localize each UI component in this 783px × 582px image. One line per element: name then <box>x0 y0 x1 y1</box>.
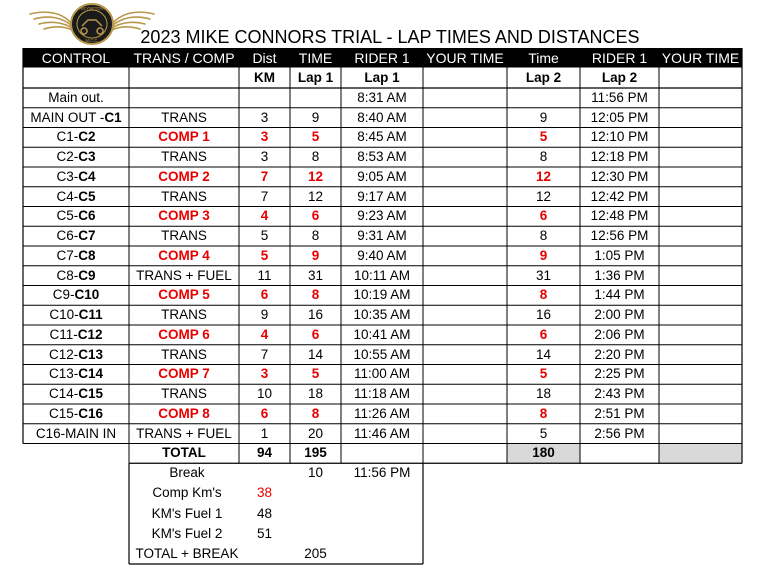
summary-value: 38 <box>256 485 273 501</box>
time-lap2: 5 <box>539 366 548 382</box>
segment-type: COMP 5 <box>158 287 210 303</box>
column-subheader: Lap 2 <box>525 69 562 85</box>
rider1-lap2-clock: 12:56 PM <box>590 228 649 244</box>
summary-label: Comp Km's <box>152 485 222 501</box>
time-lap2: 31 <box>535 267 552 283</box>
rider1-lap2-clock: 12:30 PM <box>590 168 649 184</box>
time-lap2: 12 <box>535 188 552 204</box>
segment-type: COMP 3 <box>158 208 210 224</box>
your-time-lap2 <box>659 286 742 306</box>
total-label: TOTAL <box>162 445 206 461</box>
control-from: C6- <box>56 228 79 244</box>
your-time-lap2 <box>659 345 742 365</box>
rider1-lap2-clock: 12:48 PM <box>590 208 649 224</box>
your-time-lap1 <box>423 88 507 108</box>
your-time-lap2 <box>659 325 742 345</box>
column-header: YOUR TIME <box>661 49 740 66</box>
distance-km: 5 <box>260 228 269 244</box>
distance-km: 5 <box>260 247 269 263</box>
segment-type: COMP 6 <box>158 326 210 342</box>
time-lap2: 16 <box>535 307 552 323</box>
column-header: Time <box>528 49 559 66</box>
control-to: C10 <box>74 287 100 303</box>
control-cell <box>23 305 129 325</box>
time-lap2: 5 <box>539 425 548 441</box>
rider1-lap2-clock: 1:36 PM <box>594 267 645 283</box>
rider1-lap2-clock: 2:00 PM <box>594 307 645 323</box>
time-lap1: 8 <box>311 149 320 165</box>
control-cell <box>23 187 129 207</box>
page-title: 2023 MIKE CONNORS TRIAL - LAP TIMES AND DISTANCES <box>140 27 640 47</box>
your-time-lap1 <box>423 266 507 286</box>
control-from: C9- <box>52 287 75 303</box>
time-lap2 <box>507 88 580 108</box>
time-lap1: 8 <box>311 405 320 421</box>
distance-km <box>239 88 290 108</box>
rider1-lap1-clock: 8:31 AM <box>357 89 407 105</box>
control-to: C16 <box>78 405 104 421</box>
your-time-lap2 <box>659 266 742 286</box>
distance-km: 6 <box>260 405 269 421</box>
control-to: C4 <box>78 168 96 184</box>
rider1-lap1-clock: 9:05 AM <box>357 168 407 184</box>
your-time-lap1 <box>423 167 507 187</box>
your-time-lap1 <box>423 128 507 148</box>
control-to: C11 <box>78 307 103 323</box>
distance-km: 3 <box>260 366 269 382</box>
segment-type: TRANS <box>161 346 207 362</box>
control-from: C13- <box>48 366 79 382</box>
your-time-lap1 <box>423 305 507 325</box>
control-cell <box>23 147 129 167</box>
time-lap2: 5 <box>539 129 548 145</box>
summary-label: KM's Fuel 2 <box>151 525 223 541</box>
control-from: C1- <box>56 129 79 145</box>
column-header: RIDER 1 <box>591 49 648 66</box>
control-cell <box>23 226 129 246</box>
control-cell <box>23 325 129 345</box>
your-time-lap1 <box>423 345 507 365</box>
rider1-lap1-clock: 11:46 AM <box>353 425 411 441</box>
your-time-lap2 <box>659 305 742 325</box>
control-cell <box>23 345 129 365</box>
time-lap1: 6 <box>311 208 320 224</box>
time-lap1: 5 <box>311 129 320 145</box>
control-from: C16-MAIN IN <box>35 425 117 441</box>
rider1-lap2-clock: 1:05 PM <box>594 247 645 263</box>
distance-km: 3 <box>260 149 269 165</box>
rider1-lap1-clock: 8:40 AM <box>357 109 407 125</box>
time-lap2: 8 <box>539 287 548 303</box>
your-time-lap1 <box>423 226 507 246</box>
column-header: Dist <box>252 49 277 66</box>
column-header: TIME <box>298 49 333 66</box>
your-time-lap2 <box>659 384 742 404</box>
control-from: C10- <box>49 307 79 323</box>
time-lap2: 18 <box>535 386 552 402</box>
segment-type: TRANS <box>161 228 207 244</box>
segment-type: TRANS + FUEL <box>136 267 232 283</box>
control-from: C3- <box>56 168 79 184</box>
time-lap1: 9 <box>311 109 320 125</box>
rider1-lap2-clock: 2:43 PM <box>594 386 645 402</box>
control-to: C8 <box>78 247 96 263</box>
distance-km: 7 <box>260 346 269 362</box>
your-time-lap2 <box>659 404 742 424</box>
your-time-lap1 <box>423 404 507 424</box>
your-time-lap2 <box>659 88 742 108</box>
column-header: TRANS / COMP <box>133 49 235 66</box>
distance-km: 4 <box>260 208 269 224</box>
control-to: C9 <box>78 267 96 283</box>
control-to: C5 <box>78 188 96 204</box>
rider1-lap2-clock: 12:42 PM <box>590 188 649 204</box>
your-time-lap1 <box>423 187 507 207</box>
rider1-lap1-clock: 11:26 AM <box>353 405 411 421</box>
rider1-lap2-clock: 2:51 PM <box>594 405 645 421</box>
time-lap2: 6 <box>539 326 548 342</box>
your-time-lap1 <box>423 207 507 227</box>
time-lap1: 18 <box>307 386 324 402</box>
rider1-lap2-clock: 12:18 PM <box>590 149 649 165</box>
time-lap1: 12 <box>307 188 324 204</box>
your-time-lap1 <box>423 246 507 266</box>
time-lap1: 14 <box>307 346 324 362</box>
control-from: C7- <box>56 247 79 263</box>
control-cell <box>23 404 129 424</box>
rider1-lap1-clock: 8:45 AM <box>357 129 407 145</box>
time-lap1: 20 <box>307 425 324 441</box>
control-to: C3 <box>78 149 96 165</box>
rider1-lap1-clock: 10:11 AM <box>353 267 411 283</box>
control-to: C2 <box>78 129 96 145</box>
your-time-lap1 <box>423 424 507 444</box>
control-to: C12 <box>77 326 103 342</box>
time-lap1: 8 <box>311 287 320 303</box>
time-lap2: 9 <box>539 109 548 125</box>
control-cell <box>23 207 129 227</box>
time-lap2: 12 <box>535 168 552 184</box>
summary-value: 48 <box>256 505 273 521</box>
column-subheader: Lap 1 <box>297 69 334 85</box>
rider1-lap1-clock: 9:31 AM <box>357 228 407 244</box>
column-header: RIDER 1 <box>354 49 410 66</box>
rider1-lap1-clock: 10:55 AM <box>353 346 411 362</box>
rider1-lap2-clock: 1:44 PM <box>594 287 645 303</box>
distance-km: 7 <box>260 188 269 204</box>
control-from: C12- <box>48 346 79 362</box>
distance-km: 7 <box>260 168 269 184</box>
summary-label: Break <box>169 465 205 481</box>
rider1-lap2-clock: 12:10 PM <box>590 129 649 145</box>
control-to: C15 <box>78 386 104 402</box>
distance-km: 9 <box>260 307 269 323</box>
summary-time: 205 <box>304 545 327 561</box>
rider1-lap1-clock: 9:23 AM <box>357 208 407 224</box>
time-lap2: 8 <box>539 405 548 421</box>
rider1-lap2-clock: 2:25 PM <box>594 366 645 382</box>
svg-text:M.C.C.: M.C.C. <box>85 38 99 43</box>
your-time-lap1 <box>423 286 507 306</box>
control-cell <box>23 424 129 444</box>
segment-type: TRANS <box>161 188 207 204</box>
rider1-lap2-clock: 2:56 PM <box>594 425 645 441</box>
total-distance: 94 <box>256 445 273 461</box>
summary-label: TOTAL + BREAK <box>135 545 239 561</box>
control-from: C5- <box>56 208 79 224</box>
your-time-lap2 <box>659 365 742 385</box>
segment-type <box>129 88 239 108</box>
control-from: C2- <box>56 149 79 165</box>
rider1-lap1-clock: 11:18 AM <box>353 386 411 402</box>
control-from: C4- <box>56 188 79 204</box>
segment-type: TRANS + FUEL <box>136 425 232 441</box>
time-lap1: 31 <box>307 267 324 283</box>
total-time-lap1: 195 <box>304 445 327 461</box>
control-to: C6 <box>78 208 96 224</box>
distance-km: 10 <box>256 386 273 402</box>
summary-time: 10 <box>307 465 324 481</box>
control-to: C7 <box>78 228 96 244</box>
your-time-lap2 <box>659 167 742 187</box>
control-cell <box>23 246 129 266</box>
your-time-lap2 <box>659 246 742 266</box>
distance-km: 6 <box>260 287 269 303</box>
rider1-lap1-clock: 9:17 AM <box>357 188 407 204</box>
distance-km: 4 <box>260 326 269 342</box>
control-from: MAIN OUT - <box>30 109 105 125</box>
column-header: CONTROL <box>41 49 111 66</box>
time-lap2: 8 <box>539 149 548 165</box>
rider1-lap2-clock: 11:56 PM <box>591 89 648 105</box>
segment-type: TRANS <box>161 109 207 125</box>
control-to: C1 <box>104 109 122 125</box>
rider1-lap2-clock: 2:06 PM <box>594 326 645 342</box>
control-from: C15- <box>48 405 79 421</box>
control-from: C8- <box>56 267 79 283</box>
your-time-lap2 <box>659 226 742 246</box>
segment-type: TRANS <box>161 149 207 165</box>
column-subheader: KM <box>254 69 275 85</box>
total-shade-your2 <box>659 444 742 464</box>
column-subheader: Lap 1 <box>364 69 400 85</box>
distance-km: 11 <box>257 267 272 283</box>
segment-type: COMP 1 <box>158 129 210 145</box>
rider1-lap2-clock: 12:05 PM <box>590 109 649 125</box>
control-cell <box>23 365 129 385</box>
control-cell <box>23 286 129 306</box>
control-from: Main out. <box>48 89 104 105</box>
your-time-lap1 <box>423 325 507 345</box>
control-from: C11- <box>49 326 78 342</box>
control-to: C13 <box>78 346 104 362</box>
control-cell <box>23 108 129 128</box>
rider1-lap1-clock: 10:19 AM <box>353 287 411 303</box>
time-lap2: 6 <box>539 208 548 224</box>
segment-type: COMP 8 <box>158 405 210 421</box>
time-lap1 <box>290 88 341 108</box>
total-time-lap2: 180 <box>532 445 555 461</box>
segment-type: COMP 2 <box>158 168 210 184</box>
rider1-lap1-clock: 10:41 AM <box>353 326 411 342</box>
column-subheader: Lap 2 <box>601 69 638 85</box>
summary-label: KM's Fuel 1 <box>151 505 223 521</box>
rider1-lap2-clock: 2:20 PM <box>594 346 645 362</box>
your-time-lap1 <box>423 365 507 385</box>
your-time-lap1 <box>423 384 507 404</box>
segment-type: COMP 7 <box>158 366 210 382</box>
segment-type: TRANS <box>161 386 207 402</box>
control-cell <box>23 88 129 108</box>
time-lap2: 9 <box>539 247 548 263</box>
time-lap2: 8 <box>539 228 548 244</box>
time-lap1: 5 <box>311 366 320 382</box>
column-header: YOUR TIME <box>426 49 504 66</box>
time-lap1: 9 <box>311 247 320 263</box>
segment-type: COMP 4 <box>158 247 210 263</box>
your-time-lap2 <box>659 207 742 227</box>
control-cell <box>23 266 129 286</box>
time-lap1: 12 <box>307 168 324 184</box>
time-lap1: 6 <box>311 326 320 342</box>
your-time-lap2 <box>659 147 742 167</box>
control-cell <box>23 384 129 404</box>
your-time-lap2 <box>659 108 742 128</box>
distance-km: 3 <box>260 129 269 145</box>
rider1-lap1-clock: 8:53 AM <box>357 149 407 165</box>
your-time-lap2 <box>659 424 742 444</box>
time-lap1: 8 <box>311 228 320 244</box>
time-lap2: 14 <box>535 346 552 362</box>
summary-clock: 11:56 PM <box>353 465 411 481</box>
control-to: C14 <box>78 366 104 382</box>
your-time-lap1 <box>423 147 507 167</box>
summary-value: 51 <box>256 525 273 541</box>
your-time-lap1 <box>423 108 507 128</box>
segment-type: TRANS <box>161 307 207 323</box>
your-time-lap2 <box>659 128 742 148</box>
control-cell <box>23 128 129 148</box>
distance-km: 1 <box>260 425 269 441</box>
your-time-lap2 <box>659 187 742 207</box>
rider1-lap1-clock: 10:35 AM <box>353 307 411 323</box>
rider1-lap1-clock: 11:00 AM <box>353 366 411 382</box>
svg-text:KEYNETON: KEYNETON <box>80 6 104 11</box>
distance-km: 3 <box>260 109 269 125</box>
time-lap1: 16 <box>307 307 324 323</box>
control-cell <box>23 167 129 187</box>
rider1-lap1-clock: 9:40 AM <box>357 247 407 263</box>
control-from: C14- <box>48 386 79 402</box>
